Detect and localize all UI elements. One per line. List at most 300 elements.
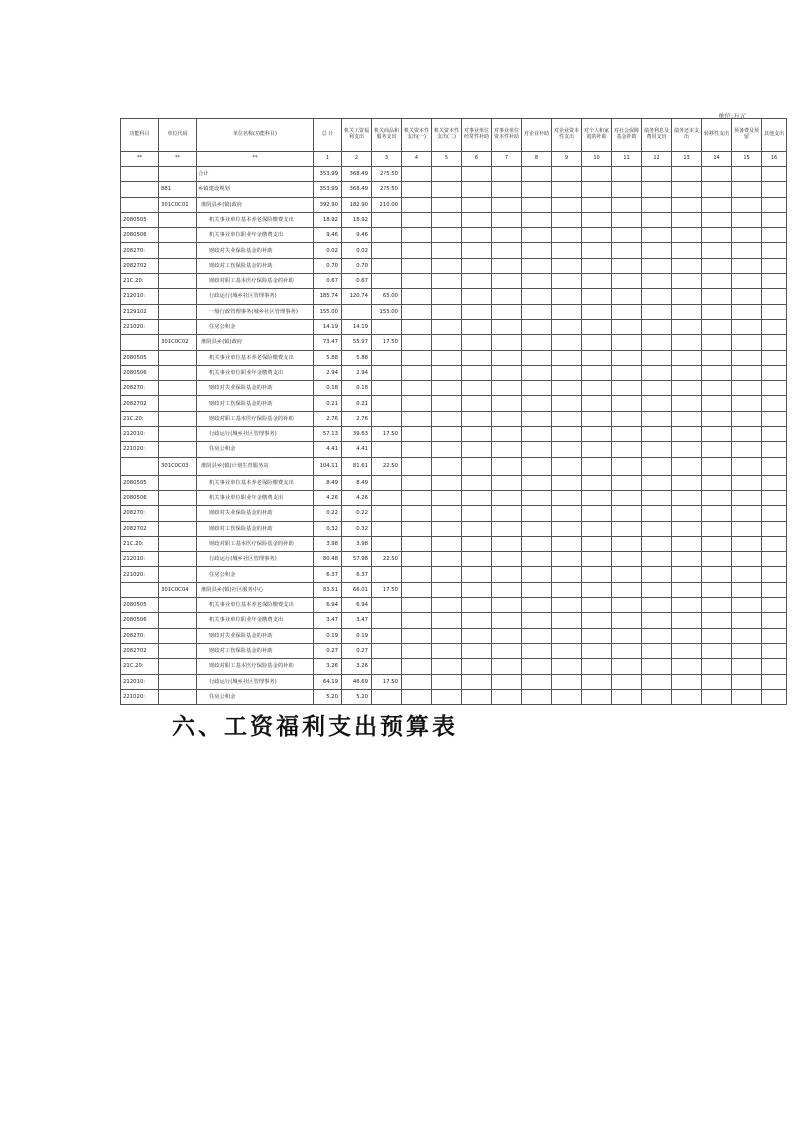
empty-cell	[612, 335, 642, 350]
empty-cell	[582, 613, 612, 628]
empty-cell	[762, 552, 787, 567]
empty-cell	[492, 350, 522, 365]
empty-cell	[642, 228, 672, 243]
empty-cell	[402, 274, 432, 289]
table-row	[121, 506, 787, 521]
amount-cell: 0.67	[314, 274, 342, 289]
empty-cell	[402, 643, 432, 658]
amount-cell: 6.37	[314, 567, 342, 582]
amount-cell	[372, 628, 402, 643]
function-code-cell: 208270:	[121, 628, 159, 643]
empty-cell	[702, 411, 732, 426]
empty-cell	[402, 506, 432, 521]
empty-cell	[672, 628, 702, 643]
empty-cell	[462, 674, 492, 689]
empty-cell	[582, 659, 612, 674]
column-index: 13	[672, 152, 702, 167]
amount-cell: 22.50	[372, 457, 402, 475]
empty-cell	[732, 689, 762, 704]
amount-cell: 66.01	[342, 582, 372, 597]
empty-cell	[762, 182, 787, 197]
empty-cell	[702, 506, 732, 521]
table-row	[121, 258, 787, 273]
amount-cell: 5.88	[342, 350, 372, 365]
unit-name-cell: 财政对工伤保险基金的补助	[197, 521, 314, 536]
amount-cell: 4.26	[342, 490, 372, 505]
amount-cell: 0.22	[314, 506, 342, 521]
empty-cell	[432, 335, 462, 350]
empty-cell	[612, 628, 642, 643]
function-code-cell: 2080506	[121, 365, 159, 380]
column-header: 对个人和家庭的补助	[582, 119, 612, 152]
empty-cell	[432, 536, 462, 551]
empty-cell	[492, 506, 522, 521]
amount-cell: 80.48	[314, 552, 342, 567]
empty-cell	[612, 582, 642, 597]
amount-cell: 18.92	[314, 212, 342, 227]
empty-cell	[522, 521, 552, 536]
unit-code-cell	[159, 490, 197, 505]
empty-cell	[432, 674, 462, 689]
empty-cell	[522, 674, 552, 689]
unit-code-cell	[159, 659, 197, 674]
empty-cell	[702, 613, 732, 628]
empty-cell	[522, 457, 552, 475]
empty-cell	[702, 289, 732, 304]
empty-cell	[402, 598, 432, 613]
empty-cell	[432, 197, 462, 212]
table-row	[121, 567, 787, 582]
empty-cell	[522, 365, 552, 380]
empty-cell	[402, 350, 432, 365]
empty-cell	[522, 536, 552, 551]
empty-cell	[762, 381, 787, 396]
unit-name-cell: 财政对职工基本医疗保险基金的补助	[197, 411, 314, 426]
table-row	[121, 475, 787, 490]
empty-cell	[462, 411, 492, 426]
amount-cell: 73.47	[314, 335, 342, 350]
unit-code-cell	[159, 689, 197, 704]
empty-cell	[402, 212, 432, 227]
empty-cell	[642, 475, 672, 490]
empty-cell	[402, 582, 432, 597]
amount-cell: 46.69	[342, 674, 372, 689]
empty-cell	[582, 582, 612, 597]
empty-cell	[612, 552, 642, 567]
empty-cell	[762, 567, 787, 582]
empty-cell	[432, 506, 462, 521]
unit-code-cell	[159, 319, 197, 334]
empty-cell	[492, 197, 522, 212]
empty-cell	[522, 197, 552, 212]
empty-cell	[702, 212, 732, 227]
empty-cell	[552, 243, 582, 258]
empty-cell	[552, 613, 582, 628]
empty-cell	[492, 598, 522, 613]
table-row	[121, 381, 787, 396]
unit-code-cell	[159, 396, 197, 411]
function-code-cell: 221020:	[121, 567, 159, 582]
empty-cell	[552, 674, 582, 689]
function-code-cell: 208270:	[121, 506, 159, 521]
empty-cell	[732, 304, 762, 319]
empty-cell	[582, 411, 612, 426]
empty-cell	[642, 274, 672, 289]
amount-cell: 368.49	[342, 182, 372, 197]
empty-cell	[582, 427, 612, 442]
column-header: 对社会保障基金补助	[612, 119, 642, 152]
empty-cell	[612, 228, 642, 243]
amount-cell	[372, 381, 402, 396]
empty-cell	[762, 674, 787, 689]
amount-cell: 9.46	[314, 228, 342, 243]
amount-cell	[372, 490, 402, 505]
empty-cell	[552, 212, 582, 227]
function-code-cell	[121, 582, 159, 597]
empty-cell	[762, 411, 787, 426]
unit-name-cell: 行政运行(城乡社区管理事务)	[197, 289, 314, 304]
amount-cell	[372, 442, 402, 457]
unit-name-cell: 淮阴县乡(镇)政府	[197, 335, 314, 350]
empty-cell	[672, 274, 702, 289]
empty-cell	[612, 427, 642, 442]
empty-cell	[432, 628, 462, 643]
unit-name-cell: 机关事业单位职业年金缴费支出	[197, 490, 314, 505]
column-index: 7	[492, 152, 522, 167]
empty-cell	[462, 167, 492, 182]
amount-cell: 0.21	[342, 396, 372, 411]
empty-cell	[462, 365, 492, 380]
column-index: 15	[732, 152, 762, 167]
empty-cell	[612, 490, 642, 505]
table-row	[121, 289, 787, 304]
column-index: 4	[402, 152, 432, 167]
empty-cell	[612, 167, 642, 182]
empty-cell	[432, 167, 462, 182]
empty-cell	[672, 427, 702, 442]
empty-cell	[612, 243, 642, 258]
amount-cell: 64.19	[314, 674, 342, 689]
amount-cell: 2?5.50	[372, 167, 402, 182]
function-code-cell: 2082702	[121, 521, 159, 536]
empty-cell	[702, 674, 732, 689]
empty-cell	[732, 427, 762, 442]
empty-cell	[672, 350, 702, 365]
empty-cell	[672, 457, 702, 475]
amount-cell: 5.88	[314, 350, 342, 365]
table-row	[121, 659, 787, 674]
empty-cell	[462, 598, 492, 613]
header-row	[121, 119, 787, 152]
empty-cell	[732, 643, 762, 658]
empty-cell	[642, 304, 672, 319]
empty-cell	[552, 167, 582, 182]
empty-cell	[612, 506, 642, 521]
empty-cell	[402, 411, 432, 426]
empty-cell	[522, 212, 552, 227]
amount-cell	[372, 350, 402, 365]
empty-cell	[492, 521, 522, 536]
empty-cell	[642, 598, 672, 613]
empty-cell	[702, 258, 732, 273]
empty-cell	[492, 628, 522, 643]
empty-cell	[732, 598, 762, 613]
amount-cell: 0.18	[342, 381, 372, 396]
empty-cell	[672, 212, 702, 227]
empty-cell	[552, 598, 582, 613]
amount-cell: 3.98	[342, 536, 372, 551]
empty-cell	[582, 598, 612, 613]
amount-cell: 81.61	[342, 457, 372, 475]
empty-cell	[462, 457, 492, 475]
column-index: 10	[582, 152, 612, 167]
empty-cell	[402, 442, 432, 457]
empty-cell	[612, 521, 642, 536]
empty-cell	[432, 598, 462, 613]
table-row	[121, 228, 787, 243]
empty-cell	[672, 442, 702, 457]
empty-cell	[492, 536, 522, 551]
empty-cell	[522, 427, 552, 442]
table-row	[121, 674, 787, 689]
empty-cell	[642, 567, 672, 582]
empty-cell	[702, 304, 732, 319]
unit-name-cell: 机关事业单位职业年金缴费支出	[197, 613, 314, 628]
amount-cell	[372, 521, 402, 536]
unit-name-cell: 乡镇建设规划	[197, 182, 314, 197]
column-index: **	[197, 152, 314, 167]
empty-cell	[762, 659, 787, 674]
table-row	[121, 457, 787, 475]
empty-cell	[672, 598, 702, 613]
empty-cell	[522, 582, 552, 597]
amount-cell	[372, 613, 402, 628]
unit-name-cell: 一般行政管理事务(城乡社区管理事务)	[197, 304, 314, 319]
empty-cell	[432, 427, 462, 442]
empty-cell	[642, 689, 672, 704]
empty-cell	[702, 197, 732, 212]
empty-cell	[462, 442, 492, 457]
empty-cell	[492, 659, 522, 674]
empty-cell	[582, 506, 612, 521]
empty-cell	[642, 536, 672, 551]
empty-cell	[522, 411, 552, 426]
empty-cell	[552, 258, 582, 273]
empty-cell	[462, 506, 492, 521]
empty-cell	[732, 475, 762, 490]
amount-cell: 0.32	[342, 521, 372, 536]
empty-cell	[402, 628, 432, 643]
empty-cell	[732, 442, 762, 457]
column-header: 机关商品和服务支出	[372, 119, 402, 152]
empty-cell	[522, 243, 552, 258]
column-index-row	[121, 152, 787, 167]
empty-cell	[642, 182, 672, 197]
unit-code-cell	[159, 381, 197, 396]
empty-cell	[522, 258, 552, 273]
empty-cell	[732, 457, 762, 475]
amount-cell: 8.49	[342, 475, 372, 490]
function-code-cell: 2080506	[121, 228, 159, 243]
empty-cell	[522, 182, 552, 197]
amount-cell: 0.27	[342, 643, 372, 658]
table-row	[121, 182, 787, 197]
table-row	[121, 689, 787, 704]
empty-cell	[552, 411, 582, 426]
empty-cell	[732, 567, 762, 582]
empty-cell	[582, 243, 612, 258]
empty-cell	[642, 506, 672, 521]
amount-cell	[372, 396, 402, 411]
unit-code-cell	[159, 228, 197, 243]
empty-cell	[582, 197, 612, 212]
amount-cell: 0.19	[342, 628, 372, 643]
empty-cell	[432, 567, 462, 582]
column-index: 6	[462, 152, 492, 167]
empty-cell	[672, 197, 702, 212]
empty-cell	[552, 628, 582, 643]
function-code-cell: 2082702	[121, 396, 159, 411]
table-row	[121, 598, 787, 613]
empty-cell	[582, 350, 612, 365]
empty-cell	[732, 212, 762, 227]
empty-cell	[432, 411, 462, 426]
empty-cell	[702, 536, 732, 551]
empty-cell	[462, 490, 492, 505]
empty-cell	[702, 274, 732, 289]
empty-cell	[552, 365, 582, 380]
empty-cell	[612, 258, 642, 273]
function-code-cell	[121, 197, 159, 212]
empty-cell	[732, 243, 762, 258]
empty-cell	[732, 365, 762, 380]
empty-cell	[552, 182, 582, 197]
unit-name-cell: 行政运行(城乡社区管理事务)	[197, 552, 314, 567]
empty-cell	[702, 582, 732, 597]
empty-cell	[642, 582, 672, 597]
empty-cell	[672, 536, 702, 551]
amount-cell: 5.20	[342, 689, 372, 704]
unit-code-cell	[159, 212, 197, 227]
amount-cell: 0.18	[314, 381, 342, 396]
empty-cell	[762, 536, 787, 551]
empty-cell	[552, 643, 582, 658]
column-index: **	[159, 152, 197, 167]
empty-cell	[612, 411, 642, 426]
empty-cell	[702, 552, 732, 567]
empty-cell	[642, 258, 672, 273]
column-header: 债务利息及费用支出	[642, 119, 672, 152]
empty-cell	[462, 304, 492, 319]
empty-cell	[702, 490, 732, 505]
empty-cell	[492, 552, 522, 567]
empty-cell	[552, 197, 582, 212]
function-code-cell: 221020:	[121, 319, 159, 334]
empty-cell	[522, 289, 552, 304]
unit-name-cell: 财政对工伤保险基金的补助	[197, 258, 314, 273]
unit-name-cell: 财政对职工基本医疗保险基金的补助	[197, 274, 314, 289]
empty-cell	[612, 643, 642, 658]
table-row	[121, 167, 787, 182]
empty-cell	[642, 243, 672, 258]
amount-cell: 18.92	[342, 212, 372, 227]
function-code-cell: 208270:	[121, 381, 159, 396]
table-row	[121, 212, 787, 227]
empty-cell	[582, 567, 612, 582]
empty-cell	[462, 289, 492, 304]
empty-cell	[552, 396, 582, 411]
empty-cell	[672, 490, 702, 505]
column-index: 9	[552, 152, 582, 167]
empty-cell	[462, 197, 492, 212]
column-header: 对事业单位资本性补助	[492, 119, 522, 152]
unit-name-cell: 机关事业单位基本养老保险缴费支出	[197, 475, 314, 490]
empty-cell	[732, 396, 762, 411]
empty-cell	[612, 536, 642, 551]
unit-name-cell: 财政对失业保险基金的补助	[197, 628, 314, 643]
empty-cell	[552, 567, 582, 582]
empty-cell	[762, 628, 787, 643]
amount-cell	[372, 659, 402, 674]
empty-cell	[402, 552, 432, 567]
amount-cell: 8.49	[314, 475, 342, 490]
empty-cell	[702, 442, 732, 457]
empty-cell	[672, 335, 702, 350]
empty-cell	[582, 228, 612, 243]
function-code-cell	[121, 335, 159, 350]
empty-cell	[642, 552, 672, 567]
empty-cell	[582, 258, 612, 273]
empty-cell	[612, 674, 642, 689]
empty-cell	[582, 319, 612, 334]
empty-cell	[762, 365, 787, 380]
empty-cell	[402, 197, 432, 212]
empty-cell	[762, 442, 787, 457]
empty-cell	[702, 475, 732, 490]
empty-cell	[762, 335, 787, 350]
unit-name-cell: 行政运行(城乡社区管理事务)	[197, 674, 314, 689]
unit-name-cell: 住房公积金	[197, 319, 314, 334]
unit-name-cell: 合计	[197, 167, 314, 182]
table-row	[121, 411, 787, 426]
amount-cell: 182.90	[342, 197, 372, 212]
empty-cell	[672, 228, 702, 243]
empty-cell	[462, 212, 492, 227]
column-index: 12	[642, 152, 672, 167]
section-title: 六、工资福利支出预算表	[172, 713, 458, 740]
empty-cell	[492, 567, 522, 582]
empty-cell	[522, 475, 552, 490]
unit-code-cell	[159, 258, 197, 273]
empty-cell	[552, 457, 582, 475]
empty-cell	[522, 381, 552, 396]
empty-cell	[612, 598, 642, 613]
unit-code-cell	[159, 350, 197, 365]
empty-cell	[432, 475, 462, 490]
empty-cell	[672, 289, 702, 304]
empty-cell	[492, 365, 522, 380]
empty-cell	[492, 319, 522, 334]
unit-code-cell	[159, 289, 197, 304]
empty-cell	[492, 335, 522, 350]
column-header: 转移性支出	[702, 119, 732, 152]
empty-cell	[732, 182, 762, 197]
empty-cell	[642, 659, 672, 674]
function-code-cell: 212010:	[121, 427, 159, 442]
empty-cell	[642, 319, 672, 334]
amount-cell	[372, 319, 402, 334]
amount-cell	[372, 365, 402, 380]
